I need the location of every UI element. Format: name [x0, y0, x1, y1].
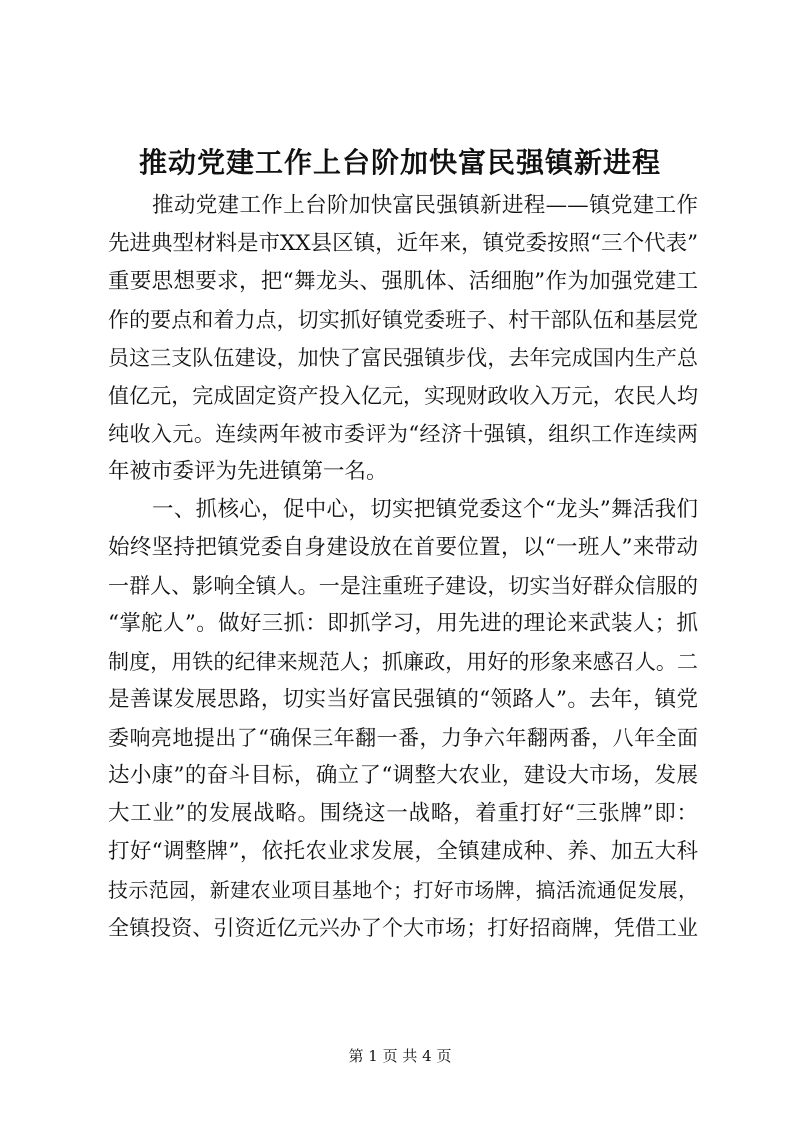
- paragraph-line: 员这三支队伍建设，加快了富民强镇步伐，去年完成国内生产总: [108, 346, 698, 370]
- paragraph-line: 一群人、影响全镇人。一是注重班子建设，切实当好群众信服的: [108, 574, 698, 598]
- paragraph-line: 全镇投资、引资近亿元兴办了个大市场；打好招商牌，凭借工业: [108, 916, 698, 940]
- page-footer: 第 1 页 共 4 页: [348, 1047, 452, 1065]
- document-title: 推动党建工作上台阶加快富民强镇新进程: [138, 146, 661, 179]
- paragraph-line: 打好“调整牌”，依托农业求发展，全镇建成种、养、加五大科: [108, 839, 698, 864]
- paragraph-line: 纯收入元。连续两年被市委评为“经济十强镇，组织工作连续两: [108, 422, 698, 446]
- paragraph-line: 大工业”的发展战略。围绕这一战略，着重打好“三张牌”即：: [108, 801, 698, 826]
- paragraph-line: “掌舵人”。做好三抓：即抓学习，用先进的理论来武装人；抓: [108, 611, 698, 636]
- paragraph-line: 委响亮地提出了“确保三年翻一番，力争六年翻两番，八年全面: [108, 726, 698, 750]
- paragraph-line: 推动党建工作上台阶加快富民强镇新进程——镇党建工作: [152, 193, 698, 218]
- paragraph-line: 是善谋发展思路，切实当好富民强镇的“领路人”。去年，镇党: [108, 687, 698, 712]
- paragraph-line: 制度，用铁的纪律来规范人；抓廉政，用好的形象来感召人。二: [108, 650, 698, 674]
- paragraph-line: 一、抓核心，促中心，切实把镇党委这个“龙头”舞活我们: [152, 497, 698, 522]
- paragraph-line: 技示范园，新建农业项目基地个；打好市场牌，搞活流通促发展，: [108, 878, 698, 902]
- paragraph-line: 始终坚持把镇党委自身建设放在首要位置，以“一班人”来带动: [108, 535, 698, 560]
- paragraph-line: 达小康”的奋斗目标，确立了“调整大农业，建设大市场，发展: [108, 763, 698, 788]
- paragraph-line: 重要思想要求，把“舞龙头、强肌体、活细胞”作为加强党建工: [108, 269, 698, 294]
- paragraph-line: 作的要点和着力点，切实抓好镇党委班子、村干部队伍和基层党: [108, 308, 698, 332]
- paragraph-line: 值亿元，完成固定资产投入亿元，实现财政收入万元，农民人均: [108, 384, 698, 408]
- paragraph-line: 先进典型材料是市XX县区镇，近年来，镇党委按照“三个代表”: [108, 231, 699, 256]
- paragraph-line: 年被市委评为先进镇第一名。: [108, 459, 388, 484]
